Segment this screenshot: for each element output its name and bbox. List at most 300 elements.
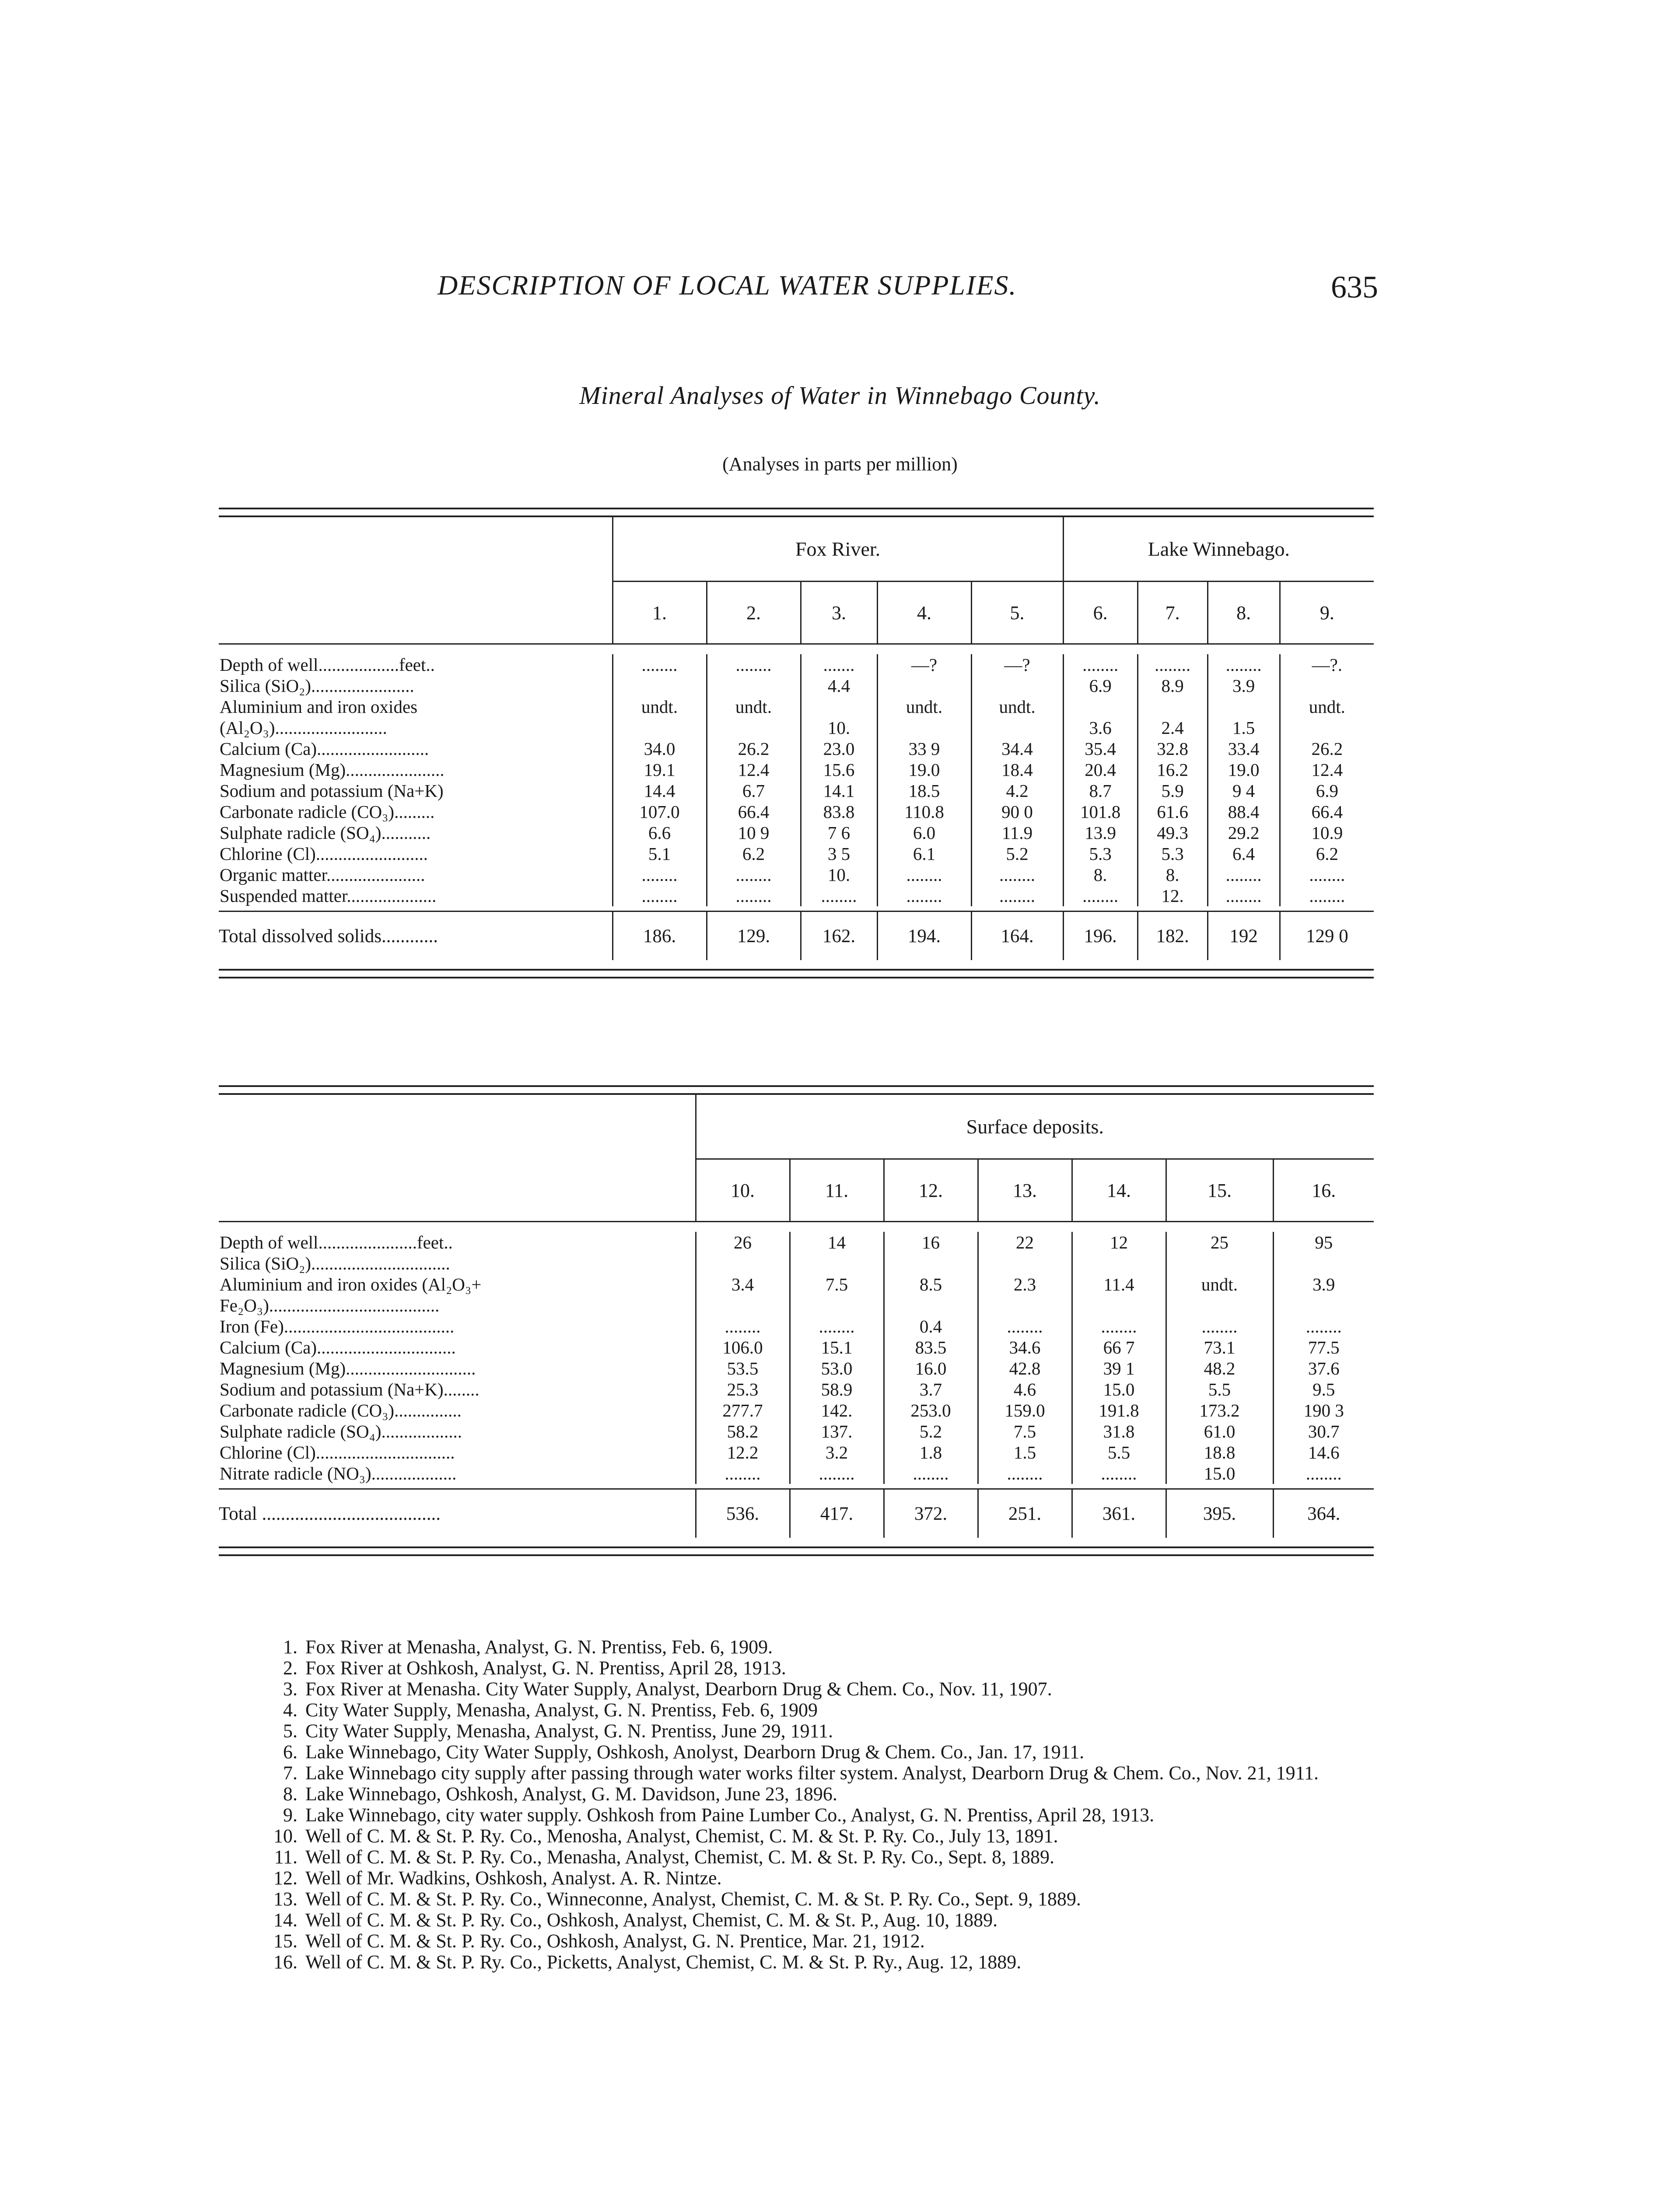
table2-stub-header [219,1095,696,1159]
table-cell: ........ [1072,1463,1166,1484]
table-cell: 12.2 [696,1442,790,1463]
page-number: 635 [1331,270,1378,305]
footnote-number: 6. [283,1741,298,1763]
table-cell: 12.4 [1280,759,1374,780]
footnote-item [245,1826,1374,1847]
table-cell: undt. [1166,1274,1273,1295]
table-cell: 15.0 [1166,1463,1273,1484]
table-cell: ........ [978,1463,1072,1484]
footnote-item [245,1952,1374,1973]
table-cell [978,1295,1072,1316]
table2-stub-num [219,1159,696,1222]
table-cell [1166,1253,1273,1274]
table-cell: 4.6 [978,1379,1072,1400]
footnote-item [245,1889,1374,1910]
table-cell: 19.0 [877,759,971,780]
group-lake-winnebago: Lake Winnebago. [1063,517,1374,582]
table-cell: 12.4 [707,759,801,780]
running-header [438,269,1378,309]
table-cell: 7.5 [790,1274,884,1295]
footnote-item [245,1847,1374,1868]
units-note: (Analyses in parts per million) [722,453,958,475]
table-cell: 18.5 [877,780,971,801]
footnote-number: 7. [283,1762,298,1784]
table-cell: 3.7 [884,1379,978,1400]
table-cell: 25 [1166,1232,1273,1253]
footnote-text: Lake Winnebago, City Water Supply, Oshkosh, Anolyst, Dearborn Drug & Chem. Co., Jan. 17, 1911. [305,1741,1085,1763]
table-cell [1166,1295,1273,1316]
table-cell: 14.4 [612,780,707,801]
footnote-number: 3. [283,1678,298,1700]
table-cell: 18.8 [1166,1442,1273,1463]
table-cell: ........ [1208,864,1280,885]
table-cell: 3.6 [1063,717,1138,738]
row-spacer [219,906,1374,912]
table-cell: ....... [801,654,877,675]
footnote-item [245,1910,1374,1931]
table-cell: 18.4 [971,759,1063,780]
table-cell: 15.0 [1072,1379,1166,1400]
column-number: 4. [877,582,971,644]
table-cell: 7.5 [978,1421,1072,1442]
footnote-text: Fox River at Menasha. City Water Supply, Analyst, Dearborn Drug & Chem. Co., Nov. 11, 1907. [305,1678,1052,1700]
total-label: Total ...................................... [219,1489,696,1538]
table-cell: 1.8 [884,1442,978,1463]
row-spacer [219,1484,1374,1489]
table-cell: 58.9 [790,1379,884,1400]
row-label: Magnesium (Mg)...................... [220,760,444,780]
table-row [219,822,1374,843]
footnote-number: 5. [283,1720,298,1742]
table-cell: ........ [1273,1316,1374,1337]
table-cell: 53.0 [790,1358,884,1379]
table-cell: 159.0 [978,1400,1072,1421]
table-row [219,675,1374,696]
footnote-text: Well of C. M. & St. P. Ry. Co., Oshkosh, Analyst, G. N. Prentice, Mar. 21, 1912. [305,1930,925,1952]
table-cell: ........ [790,1463,884,1484]
table-cell: —?. [1280,654,1374,675]
table-cell: 31.8 [1072,1421,1166,1442]
row-label: Organic matter...................... [220,865,425,885]
table-cell: ........ [1280,885,1374,906]
footnote-item [245,1763,1374,1784]
table-cell: 58.2 [696,1421,790,1442]
total-cell: 182. [1138,912,1208,961]
total-cell: 186. [612,912,707,961]
table-cell: 8. [1138,864,1208,885]
table1-top-rule [219,508,1374,517]
table-row [219,780,1374,801]
column-number: 14. [1072,1159,1166,1222]
table-cell: 22 [978,1232,1072,1253]
total-cell: 192 [1208,912,1280,961]
footnote-item [245,1931,1374,1952]
table-cell: 6.2 [707,843,801,864]
table-cell: ........ [612,885,707,906]
row-label: Depth of well......................feet.. [220,1232,453,1252]
table-fox-lake [219,508,1374,978]
table-cell [971,675,1063,696]
footnote-item [245,1679,1374,1700]
table-cell: 5.1 [612,843,707,864]
table-cell: 107.0 [612,801,707,822]
table-cell: 83.5 [884,1337,978,1358]
table-cell: 1.5 [978,1442,1072,1463]
table-cell: ........ [978,1316,1072,1337]
table-cell: 10.9 [1280,822,1374,843]
table-row [219,885,1374,906]
table-cell [978,1253,1072,1274]
row-label: Nitrate radicle (NO₃)................... [220,1463,457,1483]
table-cell [790,1253,884,1274]
table1-bottom-rule [219,969,1374,978]
table-row [219,1232,1374,1253]
table-row [219,759,1374,780]
table-cell: 8.9 [1138,675,1208,696]
table-cell: ........ [707,864,801,885]
table-cell: 16 [884,1232,978,1253]
table-cell [707,675,801,696]
table-cell [612,717,707,738]
footnote-item [245,1742,1374,1763]
table-cell: 39 1 [1072,1358,1166,1379]
total-cell: 372. [884,1489,978,1538]
footnote-text: Well of C. M. & St. P. Ry. Co., Menosha, Analyst, Chemist, C. M. & St. P. Ry. Co., July 13, 1891. [305,1825,1058,1847]
footnote-number: 8. [283,1783,298,1805]
row-label: Sodium and potassium (Na+K) [220,781,444,801]
table-row [219,654,1374,675]
table-cell: 16.2 [1138,759,1208,780]
table-cell: 190 3 [1273,1400,1374,1421]
table-title: Mineral Analyses of Water in Winnebago County. [579,381,1101,410]
column-number: 10. [696,1159,790,1222]
table-cell: 5.5 [1166,1379,1273,1400]
table-cell [1280,675,1374,696]
table-row [219,1421,1374,1442]
table-cell: undt. [1280,696,1374,717]
table-cell: 26 [696,1232,790,1253]
table-cell: 61.6 [1138,801,1208,822]
table-cell: 277.7 [696,1400,790,1421]
row-label: Suspended matter.................... [220,886,437,906]
table-cell: 66 7 [1072,1337,1166,1358]
footnote-number: 15. [273,1930,298,1952]
table-cell: 137. [790,1421,884,1442]
table-cell: 35.4 [1063,738,1138,759]
row-label: Depth of well..................feet.. [220,655,435,675]
table-cell: 14 [790,1232,884,1253]
table-cell: 33 9 [877,738,971,759]
column-number: 9. [1280,582,1374,644]
table-cell: 8. [1063,864,1138,885]
table-cell: 73.1 [1166,1337,1273,1358]
table-cell: 23.0 [801,738,877,759]
table-cell: 3.4 [696,1274,790,1295]
table-cell: 9.5 [1273,1379,1374,1400]
footnote-number: 14. [273,1909,298,1931]
table-cell: 6.9 [1063,675,1138,696]
column-number: 11. [790,1159,884,1222]
row-label: Calcium (Ca)......................... [220,739,429,759]
total-cell: 395. [1166,1489,1273,1538]
table-cell: 19.0 [1208,759,1280,780]
table2-top-rule [219,1085,1374,1095]
table-cell: undt. [877,696,971,717]
row-label: Calcium (Ca)............................... [220,1337,456,1357]
table-cell: 173.2 [1166,1400,1273,1421]
table-cell: 29.2 [1208,822,1280,843]
table-cell: 13.9 [1063,822,1138,843]
table-cell: ........ [971,885,1063,906]
table-cell [1138,696,1208,717]
table-cell: 9 4 [1208,780,1280,801]
footnote-text: Lake Winnebago city supply after passing through water works filter system. Analyst, Dearborn Drug & Chem. Co., Nov. 21, 1911. [305,1762,1319,1784]
footnote-item [245,1658,1374,1679]
footnote-number: 1. [283,1636,298,1658]
table-row [219,1253,1374,1274]
table-cell: ........ [1208,654,1280,675]
table-row [219,801,1374,822]
table-cell: ........ [1063,885,1138,906]
table-cell: 66.4 [707,801,801,822]
table-cell: 3.2 [790,1442,884,1463]
column-number: 5. [971,582,1063,644]
total-row [219,1489,1374,1538]
row-label: Sulphate radicle (SO₄).................. [220,1421,462,1441]
row-label: Iron (Fe)...................................... [220,1316,455,1336]
table-cell: ........ [790,1316,884,1337]
table-cell: 0.4 [884,1316,978,1337]
table-cell: 77.5 [1273,1337,1374,1358]
table-cell: 5.5 [1072,1442,1166,1463]
table-row [219,1442,1374,1463]
table-cell: 3 5 [801,843,877,864]
footnote-number: 2. [283,1657,298,1679]
table-cell: 15.1 [790,1337,884,1358]
table-cell: 48.2 [1166,1358,1273,1379]
footnote-number: 12. [273,1867,298,1889]
header-separator [219,1222,1374,1232]
table-cell: ........ [801,885,877,906]
table-cell: 10. [801,864,877,885]
table-cell: ........ [1208,885,1280,906]
table-cell: ........ [707,654,801,675]
table-cell: ........ [696,1316,790,1337]
table-cell: undt. [971,696,1063,717]
table1-stub-num [219,582,612,644]
table-cell [707,717,801,738]
table-cell: 20.4 [1063,759,1138,780]
table-cell: 8.7 [1063,780,1138,801]
table-cell: 95 [1273,1232,1374,1253]
table-cell: ........ [696,1463,790,1484]
table-row [219,1337,1374,1358]
table-cell: ........ [1072,1316,1166,1337]
table-row [219,738,1374,759]
table-cell: ........ [612,654,707,675]
table-cell: 14.6 [1273,1442,1374,1463]
group-fox-river: Fox River. [612,517,1063,582]
table-row [219,843,1374,864]
table-cell [884,1253,978,1274]
table-cell [1280,717,1374,738]
footnote-text: City Water Supply, Menasha, Analyst, G. N. Prentiss, Feb. 6, 1909 [305,1699,818,1721]
table-cell: ........ [1280,864,1374,885]
column-number: 8. [1208,582,1280,644]
table-cell: ........ [1138,654,1208,675]
table-cell: 6.6 [612,822,707,843]
table-cell: 8.5 [884,1274,978,1295]
table-row [219,1400,1374,1421]
table-cell [877,717,971,738]
table-cell [612,675,707,696]
total-cell: 129 0 [1280,912,1374,961]
row-label: Sulphate radicle (SO₄)........... [220,823,431,843]
column-number: 16. [1273,1159,1374,1222]
table-cell: 11.4 [1072,1274,1166,1295]
table-cell: 253.0 [884,1400,978,1421]
footnote-text: Well of Mr. Wadkins, Oshkosh, Analyst. A. R. Nintze. [305,1867,722,1889]
table-cell [1273,1253,1374,1274]
table-row [219,1358,1374,1379]
table-cell [801,696,877,717]
table-cell: 191.8 [1072,1400,1166,1421]
table-cell [1072,1253,1166,1274]
table-cell: 6.9 [1280,780,1374,801]
group-surface-deposits: Surface deposits. [696,1095,1374,1159]
table-cell: 5.2 [971,843,1063,864]
table-cell: 106.0 [696,1337,790,1358]
row-label: Carbonate radicle (CO₃)......... [220,802,435,822]
total-cell: 164. [971,912,1063,961]
table-row [219,864,1374,885]
footnote-item [245,1784,1374,1805]
row-label: Carbonate radicle (CO₃)............... [220,1400,462,1420]
column-number: 3. [801,582,877,644]
total-row [219,912,1374,961]
table-cell: 2.4 [1138,717,1208,738]
table-cell: ........ [877,864,971,885]
header-separator [219,644,1374,655]
table-cell: 66.4 [1280,801,1374,822]
total-cell: 129. [707,912,801,961]
table-cell: 2.3 [978,1274,1072,1295]
table-cell: 1.5 [1208,717,1280,738]
row-label: Silica (SiO₂)............................... [220,1253,450,1273]
table-cell: 42.8 [978,1358,1072,1379]
table2-bottom-rule [219,1546,1374,1556]
table-cell [696,1253,790,1274]
running-title: DESCRIPTION OF LOCAL WATER SUPPLIES. [438,270,1017,301]
table-cell: ........ [877,885,971,906]
table-cell: 5.9 [1138,780,1208,801]
footnote-item [245,1805,1374,1826]
total-cell: 196. [1063,912,1138,961]
table-cell: —? [971,654,1063,675]
total-cell: 194. [877,912,971,961]
column-number: 13. [978,1159,1072,1222]
table-cell: 7 6 [801,822,877,843]
footnote-text: Well of C. M. & St. P. Ry. Co., Oshkosh, Analyst, Chemist, C. M. & St. P., Aug. 10, 1889. [305,1909,998,1931]
table-row [219,717,1374,738]
table-cell: 6.2 [1280,843,1374,864]
row-label: Aluminium and iron oxides [220,697,418,717]
table-cell: 32.8 [1138,738,1208,759]
table-surface-deposits [219,1085,1374,1556]
table-cell: 25.3 [696,1379,790,1400]
table-cell: undt. [707,696,801,717]
table-row [219,1316,1374,1337]
row-label: Chlorine (Cl)............................... [220,1442,455,1462]
table-cell: 49.3 [1138,822,1208,843]
table1-stub-header [219,517,612,582]
table-cell: 6.0 [877,822,971,843]
row-label: Silica (SiO₂)....................... [220,676,414,696]
table-cell: 61.0 [1166,1421,1273,1442]
table-cell: 53.5 [696,1358,790,1379]
table-row [219,1274,1374,1295]
table-row [219,1463,1374,1484]
table-cell: 12. [1138,885,1208,906]
column-number: 6. [1063,582,1138,644]
footnote-item [245,1868,1374,1889]
table-cell: 142. [790,1400,884,1421]
table-cell [971,717,1063,738]
table-cell: 19.1 [612,759,707,780]
table-cell: 88.4 [1208,801,1280,822]
footnote-number: 10. [273,1825,298,1847]
row-label: Sodium and potassium (Na+K)........ [220,1379,480,1399]
table-cell: 5.3 [1138,843,1208,864]
table-cell [1273,1295,1374,1316]
table-cell: 26.2 [1280,738,1374,759]
table-cell: —? [877,654,971,675]
table-cell: 90 0 [971,801,1063,822]
table-cell: ........ [612,864,707,885]
table-cell: ........ [1166,1316,1273,1337]
row-label: Chlorine (Cl)......................... [220,844,428,864]
table-row [219,1379,1374,1400]
table-cell [696,1295,790,1316]
table-cell: 5.3 [1063,843,1138,864]
table-cell: 14.1 [801,780,877,801]
footnote-number: 4. [283,1699,298,1721]
total-cell: 361. [1072,1489,1166,1538]
column-number: 7. [1138,582,1208,644]
table-cell: 34.0 [612,738,707,759]
table-cell: 6.1 [877,843,971,864]
table-cell: 11.9 [971,822,1063,843]
row-label: Magnesium (Mg)............................. [220,1358,476,1378]
table-cell: 37.6 [1273,1358,1374,1379]
table-cell: ........ [1063,654,1138,675]
table-cell: 4.2 [971,780,1063,801]
table-cell: 15.6 [801,759,877,780]
table-cell: 101.8 [1063,801,1138,822]
table-cell: 33.4 [1208,738,1280,759]
row-label: Aluminium and iron oxides (Al₂O₃+ [220,1274,482,1294]
footnote-number: 11. [274,1846,298,1868]
table-cell: 12 [1072,1232,1166,1253]
footnote-text: Fox River at Oshkosh, Analyst, G. N. Prentiss, April 28, 1913. [305,1657,786,1679]
row-label: Fe₂O₃)...................................... [220,1295,440,1315]
table-cell: 110.8 [877,801,971,822]
footnote-number: 13. [273,1888,298,1910]
table-cell: 4.4 [801,675,877,696]
table-cell: 26.2 [707,738,801,759]
column-number: 1. [612,582,707,644]
total-cell: 162. [801,912,877,961]
